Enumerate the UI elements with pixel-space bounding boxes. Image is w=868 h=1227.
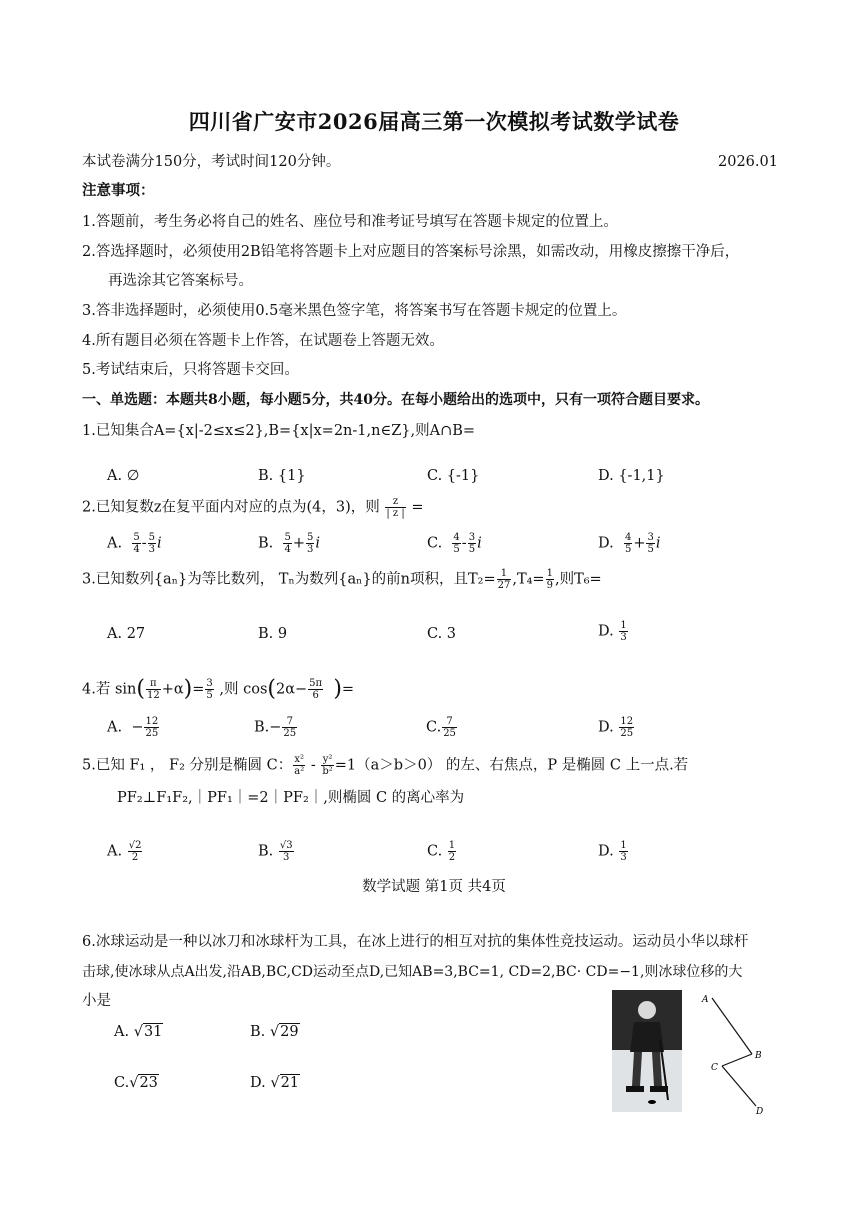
q6-option-c: C.√23 bbox=[114, 1075, 158, 1091]
notice-heading: 注意事项： bbox=[82, 182, 155, 199]
q2-option-a: A. $\frac{5}{4}$ - $\frac{5}{3}$ i bbox=[107, 532, 162, 555]
question-6-line3: 小是 bbox=[82, 993, 111, 1009]
notice-item: 1.答题前，考生务必将自己的姓名、座位号和准考证号填写在答题卡规定的位置上。 bbox=[82, 214, 618, 230]
q1-option-a: A. ∅ bbox=[107, 468, 140, 484]
notice-item: 2.答选择题时，必须使用2B铅笔将答题卡上对应题目的答案标号涂黑，如需改动，用橡皮擦擦干净后， bbox=[82, 244, 740, 260]
label-d: D bbox=[756, 1107, 764, 1117]
q6-option-a: A. √31 bbox=[114, 1024, 163, 1040]
q4-option-c: C. $\frac{7}{25}$ bbox=[426, 716, 456, 739]
q2-option-d: D. $\frac{4}{5}$ + $\frac{3}{5}$ i bbox=[598, 532, 661, 555]
q2-option-b: B. $\frac{5}{4}$ + $\frac{5}{3}$ i bbox=[258, 532, 321, 555]
q6-option-d: D. √21 bbox=[250, 1075, 300, 1091]
question-5-line2: PF₂⊥F₁F₂,｜PF₁｜=2｜PF₂｜,则椭圆 C 的离心率为 bbox=[117, 790, 465, 806]
q1-option-d: D. {-1,1} bbox=[598, 468, 665, 484]
question-1-stem: 1.已知集合A={x|-2≤x≤2},B={x|x=2n-1,n∈Z},则A∩B= bbox=[82, 423, 476, 439]
exam-info: 本试卷满分150分，考试时间120分钟。 bbox=[82, 154, 341, 170]
label-b: B bbox=[755, 1051, 762, 1061]
q5-option-a: A. $\frac{√2}{2}$ bbox=[107, 840, 142, 863]
label-c: C bbox=[711, 1063, 718, 1073]
q5-option-c: C. $\frac{1}{2}$ bbox=[427, 840, 456, 863]
segment-cd bbox=[722, 1066, 756, 1106]
q1-option-c: C. {-1} bbox=[427, 468, 480, 484]
q6-option-b: B. √29 bbox=[250, 1024, 299, 1040]
question-2-stem: 2.已知复数z在复平面内对应的点为(4，3)，则 $\frac{z}{| z |}$ = bbox=[82, 496, 424, 519]
question-6-line2: 击球,使冰球从点A出发,沿AB,BC,CD运动至点D,已知AB=3,BC=1, CD=2,BC· CD=−1,则冰球位移的大 bbox=[82, 964, 743, 980]
exam-date: 2026.01 bbox=[718, 154, 778, 170]
q3-option-c: C. 3 bbox=[427, 626, 457, 642]
notice-item: 再选涂其它答案标号。 bbox=[108, 273, 253, 289]
question-6-line1: 6.冰球运动是一种以冰刀和冰球杆为工具，在冰上进行的相互对抗的集体性竞技运动。运动员小华以球杆 bbox=[82, 934, 749, 950]
label-a: A bbox=[702, 995, 709, 1005]
vector-path-diagram bbox=[700, 990, 780, 1120]
hockey-player-illustration bbox=[612, 990, 682, 1112]
notice-item: 5.考试结束后，只将答题卡交回。 bbox=[82, 362, 299, 378]
page-title: 四川省广安市2026届高三第一次模拟考试数学试卷 bbox=[188, 109, 680, 134]
question-4-stem: 4.若 sin( $\frac{\pi}{12}$ +α)= $\frac{3}{5}$ ,则 cos(2α− $\frac{5\pi}{6}$ )= bbox=[82, 676, 355, 702]
q5-option-d: D. $\frac{1}{3}$ bbox=[598, 840, 627, 863]
q2-option-c: C. $\frac{4}{5}$ - $\frac{3}{5}$ i bbox=[427, 532, 482, 555]
q4-option-b: B.− $\frac{7}{25}$ bbox=[254, 716, 297, 739]
q4-option-a: A. − $\frac{12}{25}$ bbox=[107, 716, 159, 739]
section-heading: 一、单选题：本题共8小题，每小题5分，共40分。在每小题给出的选项中，只有一项符合题目要求。 bbox=[82, 392, 709, 408]
page-footer: 数学试题 第1页 共4页 bbox=[362, 879, 506, 895]
question-3-stem: 3.已知数列{aₙ}为等比数列， Tₙ为数列{aₙ}的前n项积，且T₂= $\frac{1}{27}$ ,T₄= $\frac{1}{9}$ ,则T₆= bbox=[82, 568, 602, 591]
q1-option-b: B. {1} bbox=[258, 468, 306, 484]
q5-option-b: B. $\frac{√3}{3}$ bbox=[258, 840, 293, 863]
fraction: $\frac{z}{| z |}$ bbox=[386, 496, 405, 519]
segment-ab bbox=[712, 998, 752, 1054]
segment-bc bbox=[722, 1054, 752, 1066]
notice-item: 4.所有题目必须在答题卡上作答，在试题卷上答题无效。 bbox=[82, 333, 444, 349]
question-5-stem: 5.已知 F₁ ， F₂ 分别是椭圆 C： $\frac{\text{x²}}{\text{a²}}$ - $\frac{\text{y²}}{\text{b²}}$ =1（a＞b＞0） 的左、右焦点，P 是椭圆 C 上一点.若 bbox=[82, 754, 689, 777]
notice-item: 3.答非选择题时，必须使用0.5毫米黑色签字笔，将答案书写在答题卡规定的位置上。 bbox=[82, 303, 627, 319]
q4-option-d: D. $\frac{12}{25}$ bbox=[598, 716, 634, 739]
q3-option-b: B. 9 bbox=[258, 626, 288, 642]
q3-option-a: A. 27 bbox=[107, 626, 146, 642]
q3-option-d: D. $\frac{1}{3}$ bbox=[598, 620, 627, 643]
hockey-player-photo bbox=[612, 990, 682, 1112]
